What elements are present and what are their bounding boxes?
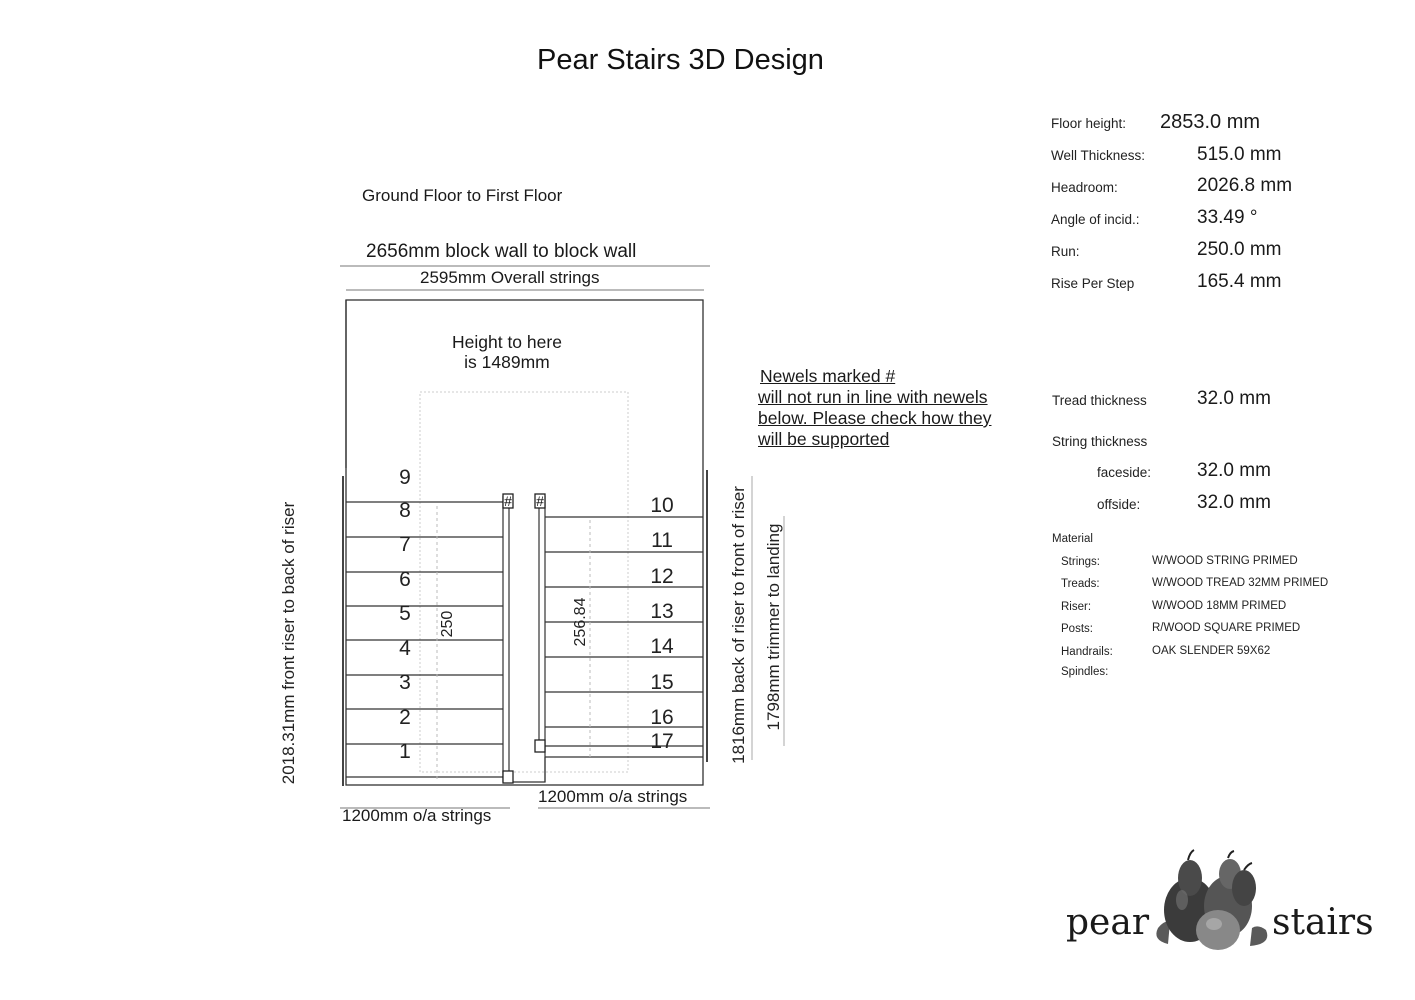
- spec-label: Headroom:: [1051, 180, 1118, 195]
- left-vertical-dimension: 2018.31mm front riser to back of riser: [279, 501, 298, 785]
- step-number: 15: [650, 671, 674, 694]
- spec-value: 2853.0 mm: [1160, 111, 1261, 133]
- floor-label: Ground Floor to First Floor: [362, 186, 563, 205]
- step-number: 8: [399, 499, 411, 522]
- step-number: 5: [399, 602, 411, 625]
- spec-label: Well Thickness:: [1051, 148, 1146, 163]
- right-flight-treads: [545, 517, 703, 757]
- left-bottom-dimension: 1200mm o/a strings: [342, 806, 492, 825]
- tread-thickness-label: Tread thickness: [1052, 393, 1147, 408]
- faceside-value: 32.0 mm: [1197, 460, 1271, 481]
- spec-value: 33.49 °: [1197, 207, 1258, 228]
- newel-note: Newels marked # will not run in line with newels below. Please check how they will be supported: [758, 366, 992, 449]
- material-value: W/WOOD STRING PRIMED: [1152, 555, 1298, 567]
- material-label: Treads:: [1061, 578, 1100, 590]
- step-number: 7: [399, 533, 411, 556]
- material-value: W/WOOD 18MM PRIMED: [1152, 600, 1287, 612]
- spec-value: 250.0 mm: [1197, 239, 1282, 260]
- newel-post: [535, 740, 545, 752]
- step-number: 9: [399, 466, 411, 489]
- spec-value: 165.4 mm: [1197, 271, 1282, 292]
- offside-value: 32.0 mm: [1197, 492, 1271, 513]
- step-number: 6: [399, 568, 411, 591]
- material-heading: Material: [1052, 533, 1093, 545]
- right-bottom-dimension: 1200mm o/a strings: [538, 787, 688, 806]
- material-label: Handrails:: [1061, 646, 1113, 658]
- page-title: Pear Stairs 3D Design: [537, 44, 824, 76]
- logo-text-left: pear: [1066, 902, 1150, 943]
- step-number: 1: [399, 740, 411, 763]
- step-number: 11: [651, 529, 673, 552]
- pear-stairs-logo: [1060, 846, 1374, 956]
- newel-post: [503, 771, 513, 783]
- material-value: W/WOOD TREAD 32MM PRIMED: [1152, 577, 1329, 589]
- step-number: 16: [650, 706, 674, 729]
- trimmer-dimension: 1798mm trimmer to landing: [764, 523, 783, 731]
- spec-value: 2026.8 mm: [1197, 175, 1293, 196]
- left-going-dimension: 250: [439, 610, 456, 638]
- step-number: 14: [650, 635, 674, 658]
- string-thickness-label: String thickness: [1052, 434, 1148, 449]
- left-flight-treads: [346, 502, 503, 777]
- step-number: 13: [650, 600, 674, 623]
- right-vertical-dimension: 1816mm back of riser to front of riser: [729, 486, 748, 764]
- spec-label: Rise Per Step: [1051, 276, 1135, 291]
- spec-label: Floor height:: [1051, 116, 1127, 131]
- step-number: 4: [399, 637, 411, 660]
- right-step-numbers: [650, 494, 674, 753]
- height-note: Height to here is 1489mm: [452, 332, 562, 372]
- left-step-numbers: [399, 466, 411, 763]
- material-label: Strings:: [1061, 556, 1100, 568]
- well-strings: [503, 496, 545, 782]
- spec-value: 515.0 mm: [1197, 144, 1282, 165]
- step-number: 17: [650, 730, 674, 753]
- step-number: 2: [399, 706, 411, 729]
- step-number: 3: [399, 671, 411, 694]
- material-label: Riser:: [1061, 601, 1092, 613]
- material-value: OAK SLENDER 59X62: [1152, 645, 1271, 657]
- tread-thickness-value: 32.0 mm: [1197, 388, 1271, 409]
- newel-marker: #: [536, 493, 544, 509]
- step-number: 12: [650, 565, 674, 588]
- overall-strings-dimension: 2595mm Overall strings: [420, 268, 600, 287]
- faceside-label: faceside:: [1097, 465, 1152, 480]
- landing-outline: [420, 392, 628, 772]
- offside-label: offside:: [1097, 497, 1141, 512]
- pear-icon: [1148, 848, 1278, 953]
- material-label: Spindles:: [1061, 666, 1109, 678]
- material-label: Posts:: [1061, 623, 1093, 635]
- logo-text-right: stairs: [1272, 902, 1374, 943]
- overall-block-dimension: 2656mm block wall to block wall: [366, 241, 637, 262]
- newel-marker: #: [504, 493, 512, 509]
- spec-label: Run:: [1051, 244, 1080, 259]
- step-number: 10: [650, 494, 674, 517]
- material-value: R/WOOD SQUARE PRIMED: [1152, 622, 1301, 634]
- spec-label: Angle of incid.:: [1051, 212, 1140, 227]
- right-going-dimension: 256.84: [572, 597, 589, 647]
